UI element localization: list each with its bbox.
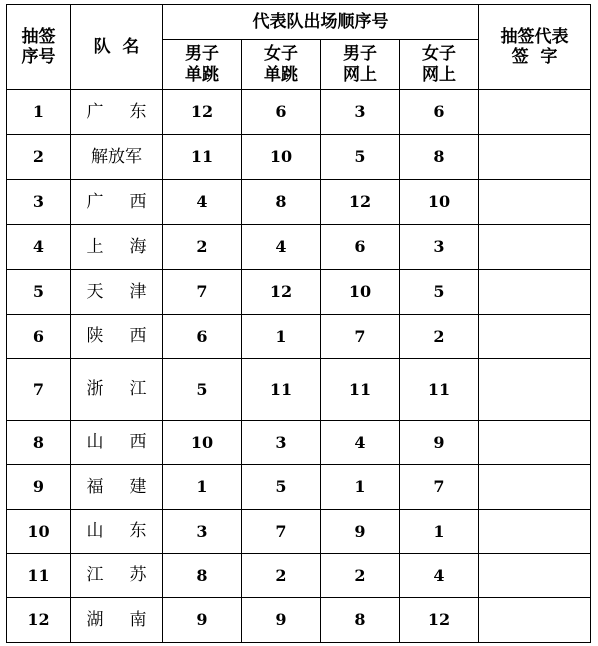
- signature-cell: [479, 90, 591, 135]
- team-name-char: 西: [129, 432, 147, 453]
- draw-number-cell: 4: [7, 225, 71, 270]
- team-name-char: 山: [86, 521, 104, 542]
- men-singles-cell: 10: [163, 421, 242, 465]
- draw-number-cell: 1: [7, 90, 71, 135]
- men-singles-cell: 9: [163, 598, 242, 643]
- team-name-char: 苏: [129, 565, 147, 586]
- table-row: [7, 554, 591, 598]
- team-name-char: 建: [129, 476, 147, 497]
- men-net-cell: 5: [321, 135, 400, 180]
- signature-cell: [479, 554, 591, 598]
- signature-cell: [479, 180, 591, 225]
- men-singles-cell: 3: [163, 510, 242, 554]
- header-row-top: [7, 5, 591, 40]
- team-name-char: 福: [86, 476, 104, 497]
- team-name-char: 江: [86, 565, 104, 586]
- women-singles-cell: 10: [242, 135, 321, 180]
- women-singles-cell: 5: [242, 465, 321, 510]
- women-singles-cell: 2: [242, 554, 321, 598]
- table-row: [7, 465, 591, 510]
- team-name-char: 津: [129, 281, 147, 302]
- women-singles-cell: 9: [242, 598, 321, 643]
- signature-cell: [479, 598, 591, 643]
- men-net-cell: 10: [321, 270, 400, 315]
- team-name-char: 陕: [86, 326, 104, 347]
- table-row: [7, 315, 591, 359]
- signature-cell: [479, 135, 591, 180]
- header-men-singles: 男子 单跳: [163, 40, 242, 90]
- team-name-char: 广: [86, 191, 104, 212]
- men-net-cell: 6: [321, 225, 400, 270]
- team-name-cell: [71, 225, 163, 270]
- women-net-cell: 3: [400, 225, 479, 270]
- draw-number-cell: 3: [7, 180, 71, 225]
- draw-number-cell: 11: [7, 554, 71, 598]
- women-net-cell: 7: [400, 465, 479, 510]
- men-net-cell: 8: [321, 598, 400, 643]
- header-women-singles: 女子 单跳: [242, 40, 321, 90]
- draw-number-cell: 6: [7, 315, 71, 359]
- men-singles-cell: 5: [163, 359, 242, 421]
- team-name-char: 西: [129, 326, 147, 347]
- team-name-text: 解放军: [91, 146, 142, 167]
- women-singles-cell: 3: [242, 421, 321, 465]
- draw-number-cell: 9: [7, 465, 71, 510]
- table-row: [7, 270, 591, 315]
- team-name-char: 西: [129, 191, 147, 212]
- men-singles-cell: 12: [163, 90, 242, 135]
- men-net-cell: 11: [321, 359, 400, 421]
- table-row: [7, 135, 591, 180]
- team-name-char: 东: [129, 521, 147, 542]
- header-signature: 抽签代表 签 字: [479, 5, 591, 90]
- team-name-cell: [71, 510, 163, 554]
- team-name-cell: [71, 90, 163, 135]
- draw-number-cell: 8: [7, 421, 71, 465]
- women-singles-cell: 6: [242, 90, 321, 135]
- team-name-char: 广: [86, 101, 104, 122]
- draw-number-cell: 2: [7, 135, 71, 180]
- women-singles-cell: 4: [242, 225, 321, 270]
- signature-cell: [479, 465, 591, 510]
- team-name-char: 海: [129, 236, 147, 257]
- header-team-name: 队 名: [71, 5, 163, 90]
- team-name-cell: [71, 180, 163, 225]
- men-net-cell: 12: [321, 180, 400, 225]
- men-singles-cell: 2: [163, 225, 242, 270]
- women-net-cell: 12: [400, 598, 479, 643]
- header-men-net: 男子 网上: [321, 40, 400, 90]
- header-draw-order: 抽签 序号: [7, 5, 71, 90]
- signature-cell: [479, 421, 591, 465]
- women-net-cell: 8: [400, 135, 479, 180]
- women-singles-cell: 1: [242, 315, 321, 359]
- women-net-cell: 10: [400, 180, 479, 225]
- team-name-cell: [71, 465, 163, 510]
- team-name-char: 浙: [86, 379, 104, 400]
- team-name-char: 南: [129, 609, 147, 630]
- team-name-char: 湖: [86, 609, 104, 630]
- team-name-char: 上: [86, 236, 104, 257]
- team-name-cell: [71, 421, 163, 465]
- women-singles-cell: 7: [242, 510, 321, 554]
- women-singles-cell: 8: [242, 180, 321, 225]
- team-name-char: 江: [129, 379, 147, 400]
- men-singles-cell: 4: [163, 180, 242, 225]
- team-name-char: 天: [86, 281, 104, 302]
- men-net-cell: 1: [321, 465, 400, 510]
- team-name-char: 东: [129, 101, 147, 122]
- team-name-cell: [71, 554, 163, 598]
- team-name-cell: [71, 315, 163, 359]
- signature-cell: [479, 225, 591, 270]
- table-row: [7, 225, 591, 270]
- women-net-cell: 9: [400, 421, 479, 465]
- header-women-net: 女子 网上: [400, 40, 479, 90]
- draw-number-cell: 10: [7, 510, 71, 554]
- table-row: [7, 359, 591, 421]
- women-singles-cell: 11: [242, 359, 321, 421]
- table-row: [7, 421, 591, 465]
- men-singles-cell: 6: [163, 315, 242, 359]
- table-row: [7, 510, 591, 554]
- women-net-cell: 4: [400, 554, 479, 598]
- men-net-cell: 3: [321, 90, 400, 135]
- signature-cell: [479, 315, 591, 359]
- men-singles-cell: 1: [163, 465, 242, 510]
- men-net-cell: 7: [321, 315, 400, 359]
- table-row: [7, 598, 591, 643]
- team-name-char: 山: [86, 432, 104, 453]
- women-net-cell: 2: [400, 315, 479, 359]
- men-net-cell: 4: [321, 421, 400, 465]
- women-net-cell: 11: [400, 359, 479, 421]
- draw-number-cell: 5: [7, 270, 71, 315]
- team-name-cell: [71, 270, 163, 315]
- table-row: [7, 180, 591, 225]
- header-order-group: 代表队出场顺序号: [163, 5, 479, 40]
- draw-number-cell: 7: [7, 359, 71, 421]
- men-net-cell: 9: [321, 510, 400, 554]
- women-net-cell: 1: [400, 510, 479, 554]
- women-net-cell: 6: [400, 90, 479, 135]
- men-singles-cell: 8: [163, 554, 242, 598]
- draw-number-cell: 12: [7, 598, 71, 643]
- team-name-cell: [71, 359, 163, 421]
- men-net-cell: 2: [321, 554, 400, 598]
- team-name-cell: [71, 135, 163, 180]
- table-row: [7, 90, 591, 135]
- women-net-cell: 5: [400, 270, 479, 315]
- women-singles-cell: 12: [242, 270, 321, 315]
- men-singles-cell: 7: [163, 270, 242, 315]
- men-singles-cell: 11: [163, 135, 242, 180]
- signature-cell: [479, 359, 591, 421]
- signature-cell: [479, 270, 591, 315]
- team-name-cell: [71, 598, 163, 643]
- draw-order-table: [6, 4, 591, 643]
- signature-cell: [479, 510, 591, 554]
